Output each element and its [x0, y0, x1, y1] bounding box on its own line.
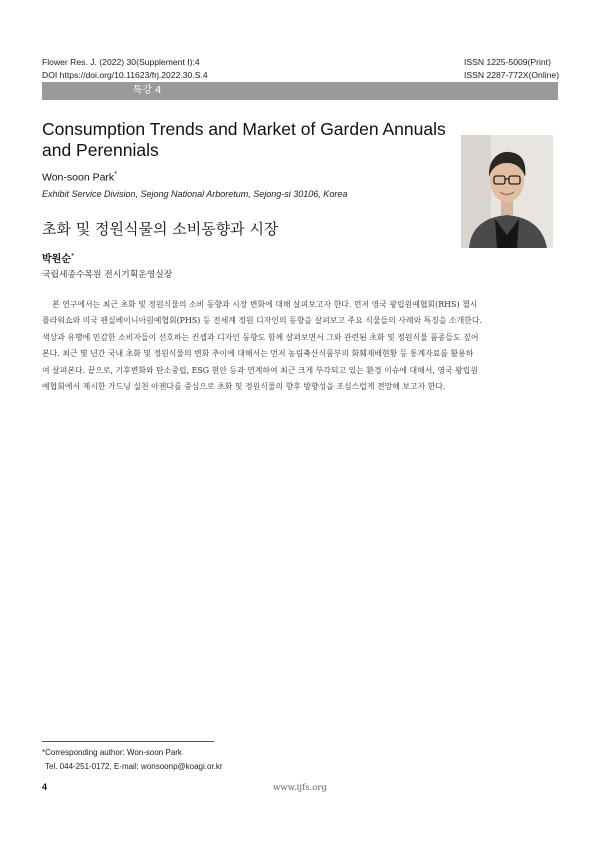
section-label: 특강 4	[132, 85, 162, 96]
section-bar	[42, 82, 558, 100]
author-portrait-image	[461, 135, 553, 248]
footnote	[42, 746, 223, 774]
corresponding-author: *Corresponding author: Won-soon Park	[42, 748, 182, 757]
abstract-line: 본다. 최근 몇 년간 국내 초화 및 정원식물의 변화 추이에 대해서는 먼저 농림축산식품부의 화훼재배현황 등 통계자료를 활용하	[42, 349, 474, 359]
affiliation: Exhibit Service Division, Sejong National Arboretum, Sejong-si 30106, Korea	[42, 189, 348, 199]
abstract-line: 색상과 유행에 민감한 소비자들이 선호하는 컨셉과 디자인 동향도 함께 살펴보면서 그와 관련된 초화 및 정원식물 품종들도 짚어	[42, 332, 479, 342]
korean-affiliation: 국립세종수목원 전시기획운영실장	[42, 270, 173, 280]
issn-block	[464, 56, 559, 81]
korean-author-mark: *	[70, 251, 75, 260]
author-mark: *	[114, 171, 117, 178]
abstract-line: 플라워쇼와 미국 펜실베이니아원예협회(PHS) 등 전세계 정원 디자인의 동향을 살펴보고 주요 식물들의 사례와 특징을 소개한다.	[42, 316, 482, 326]
korean-author-line	[42, 250, 74, 265]
issn-print: ISSN 1225-5009(Print)	[464, 57, 551, 67]
author-line	[42, 171, 117, 184]
abstract-line: 예협회에서 제시한 가드닝 실천 아젠다를 중심으로 초화 및 정원식물의 향후 방향성을 조심스럽게 전망해 보고자 한다.	[42, 382, 446, 392]
issn-online: ISSN 2287-772X(Online)	[464, 69, 560, 80]
footnote-divider	[42, 741, 214, 742]
abstract	[42, 297, 558, 395]
abstract-line: 여 살펴본다. 끝으로, 기후변화와 탄소중립, ESG 현안 등과 연계하여 최근 크게 부각되고 있는 환경 이슈에 대해서, 영국 왕립원	[42, 365, 479, 375]
korean-author-name: 박원순	[42, 254, 71, 265]
journal-website[interactable]: www.ijfs.org	[273, 783, 327, 793]
author-photo	[461, 135, 553, 248]
journal-header	[42, 56, 208, 81]
page-number: 4	[42, 782, 48, 792]
contact-info: Tel. 044-251-0172, E-mail: wonsoonp@koagi.or.kr	[45, 762, 223, 771]
author-name: Won-soon Park	[42, 171, 115, 184]
doi-line[interactable]: DOI https://doi.org/10.11623/frj.2022.30.S.4	[42, 69, 208, 80]
korean-title: 초화 및 정원식물의 소비동향과 시장	[42, 220, 279, 238]
abstract-line: 본 연구에서는 최근 초화 및 정원식물의 소비 동향과 시장 변화에 대해 살펴보고자 한다. 먼저 영국 왕립원예협회(RHS) 첼시	[52, 300, 478, 309]
paper-title: Consumption Trends and Market of Garden Annuals and Perennials	[42, 119, 446, 160]
journal-citation: Flower Res. J. (2022) 30(Supplement I):4	[42, 57, 200, 67]
